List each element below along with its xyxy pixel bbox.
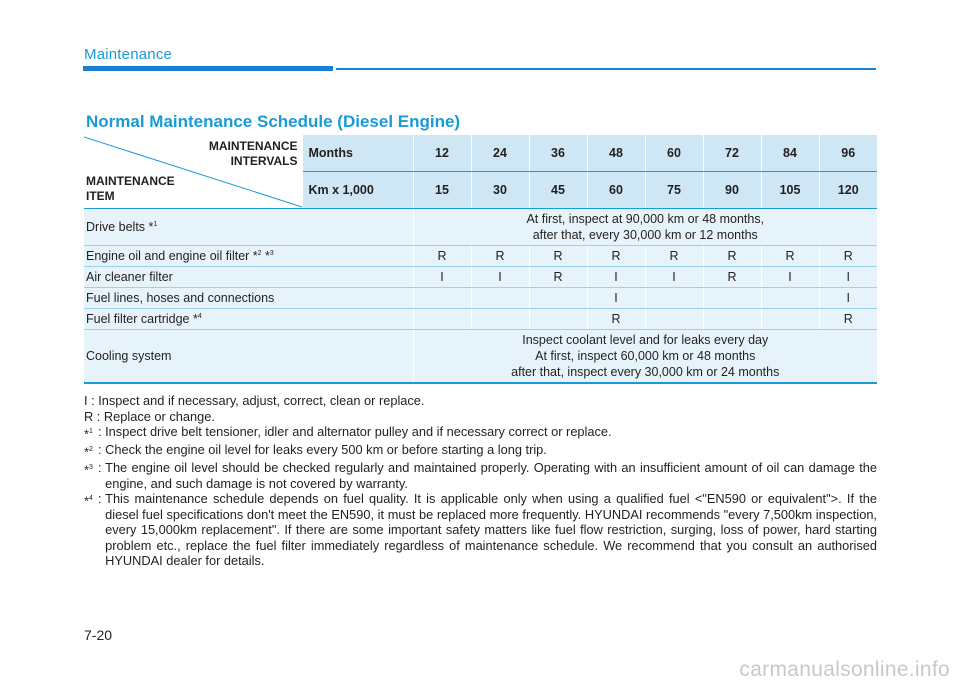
schedule-note: Inspect coolant level and for leaks every day At first, inspect 60,000 km or 48 months after that, inspect every 30,000 km or 24 months [413, 330, 877, 384]
table-cell [471, 309, 529, 330]
table-row [84, 330, 877, 384]
table-cell [703, 288, 761, 309]
footnotes [84, 393, 877, 569]
km-value: 90 [703, 172, 761, 209]
page-number: 7-20 [84, 627, 113, 643]
km-value: 75 [645, 172, 703, 209]
months-value: 24 [471, 135, 529, 172]
table-cell [529, 288, 587, 309]
item-label: MAINTENANCE ITEM [86, 174, 175, 203]
table-cell: R [703, 246, 761, 267]
legend-inspect: I : Inspect and if necessary, adjust, correct, clean or replace. [84, 393, 425, 408]
table-row [84, 288, 877, 309]
table-cell [761, 309, 819, 330]
header-rule-thick [83, 66, 333, 71]
table-cell: R [703, 267, 761, 288]
table-cell [761, 288, 819, 309]
km-value: 30 [471, 172, 529, 209]
item-name: Air cleaner filter [84, 267, 413, 288]
table-cell [413, 288, 471, 309]
diagonal-header-cell [84, 135, 302, 209]
legend-replace: R : Replace or change. [84, 408, 215, 424]
table-cell: R [819, 309, 877, 330]
table-cell [645, 288, 703, 309]
table-cell [645, 309, 703, 330]
item-name: Fuel filter cartridge *$^4$ [84, 309, 413, 330]
footnote-1: *$^1$ : Inspect drive belt tensioner, idler and alternator pulley and if necessary correct or replace. [84, 424, 612, 442]
table-cell: R [645, 246, 703, 267]
table-cell: I [645, 267, 703, 288]
maintenance-schedule-table [84, 135, 877, 384]
schedule-note: At first, inspect at 90,000 km or 48 months, after that, every 30,000 km or 12 months [413, 209, 877, 246]
table-cell: I [819, 267, 877, 288]
months-value: 72 [703, 135, 761, 172]
km-value: 60 [587, 172, 645, 209]
intervals-label: MAINTENANCE INTERVALS [208, 139, 298, 168]
months-value: 60 [645, 135, 703, 172]
table-cell: I [819, 288, 877, 309]
km-value: 105 [761, 172, 819, 209]
km-value: 45 [529, 172, 587, 209]
table-row [84, 267, 877, 288]
item-name: Engine oil and engine oil filter *$^2$ *$^3$ [84, 246, 413, 267]
table-row [84, 309, 877, 330]
footnote-2: *$^2$ : Check the engine oil level for leaks every 500 km or before starting a long trip. [84, 442, 547, 460]
months-value: 48 [587, 135, 645, 172]
table-cell: R [587, 246, 645, 267]
item-name: Drive belts *$^1$ [84, 209, 413, 246]
table-cell: R [413, 246, 471, 267]
months-value: 84 [761, 135, 819, 172]
table-cell: R [529, 246, 587, 267]
table-cell: I [761, 267, 819, 288]
table-row [84, 209, 877, 246]
table-cell: R [471, 246, 529, 267]
months-value: 12 [413, 135, 471, 172]
table-cell [413, 309, 471, 330]
table-cell: R [587, 309, 645, 330]
item-name: Fuel lines, hoses and connections [84, 288, 413, 309]
watermark: carmanualsonline.info [739, 658, 950, 681]
months-header-row [84, 135, 877, 172]
section-header: Maintenance [84, 46, 173, 63]
table-cell: R [761, 246, 819, 267]
table-cell: R [819, 246, 877, 267]
header-rule-thin [336, 68, 876, 70]
months-label: Months [302, 135, 413, 172]
table-cell: I [413, 267, 471, 288]
table-cell: I [587, 288, 645, 309]
item-name: Cooling system [84, 330, 413, 384]
footnote-3: *$^3$ : The engine oil level should be checked regularly and maintained properly. Operating with an insufficient amount of oil can damage the engine, and such damage is not covered by warranty. [84, 459, 877, 491]
page-title: Normal Maintenance Schedule (Diesel Engine) [86, 112, 461, 131]
table-row [84, 246, 877, 267]
table-cell [703, 309, 761, 330]
months-value: 96 [819, 135, 877, 172]
table-cell [471, 288, 529, 309]
km-value: 15 [413, 172, 471, 209]
footnote-4: *$^4$ : This maintenance schedule depends on fuel quality. It is applicable only when using a qualified fuel <"EN590 or equivalent">. If the diesel fuel specifications don't meet the EN590, it must be replaced more frequently. HYUNDAI recommends "every 7,500km inspection, every 15,000km replacement". If there are some important safety matters like fuel flow restriction, surging, loss of power, hard starting problem etc., replace the fuel filter immediately regardless of maintenance schedule. We recommend that you consult an authorised HYUNDAI dealer for details. [84, 491, 877, 569]
km-label: Km x 1,000 [302, 172, 413, 209]
table-cell [529, 309, 587, 330]
km-value: 120 [819, 172, 877, 209]
months-value: 36 [529, 135, 587, 172]
table-cell: R [529, 267, 587, 288]
table-cell: I [471, 267, 529, 288]
table-cell: I [587, 267, 645, 288]
